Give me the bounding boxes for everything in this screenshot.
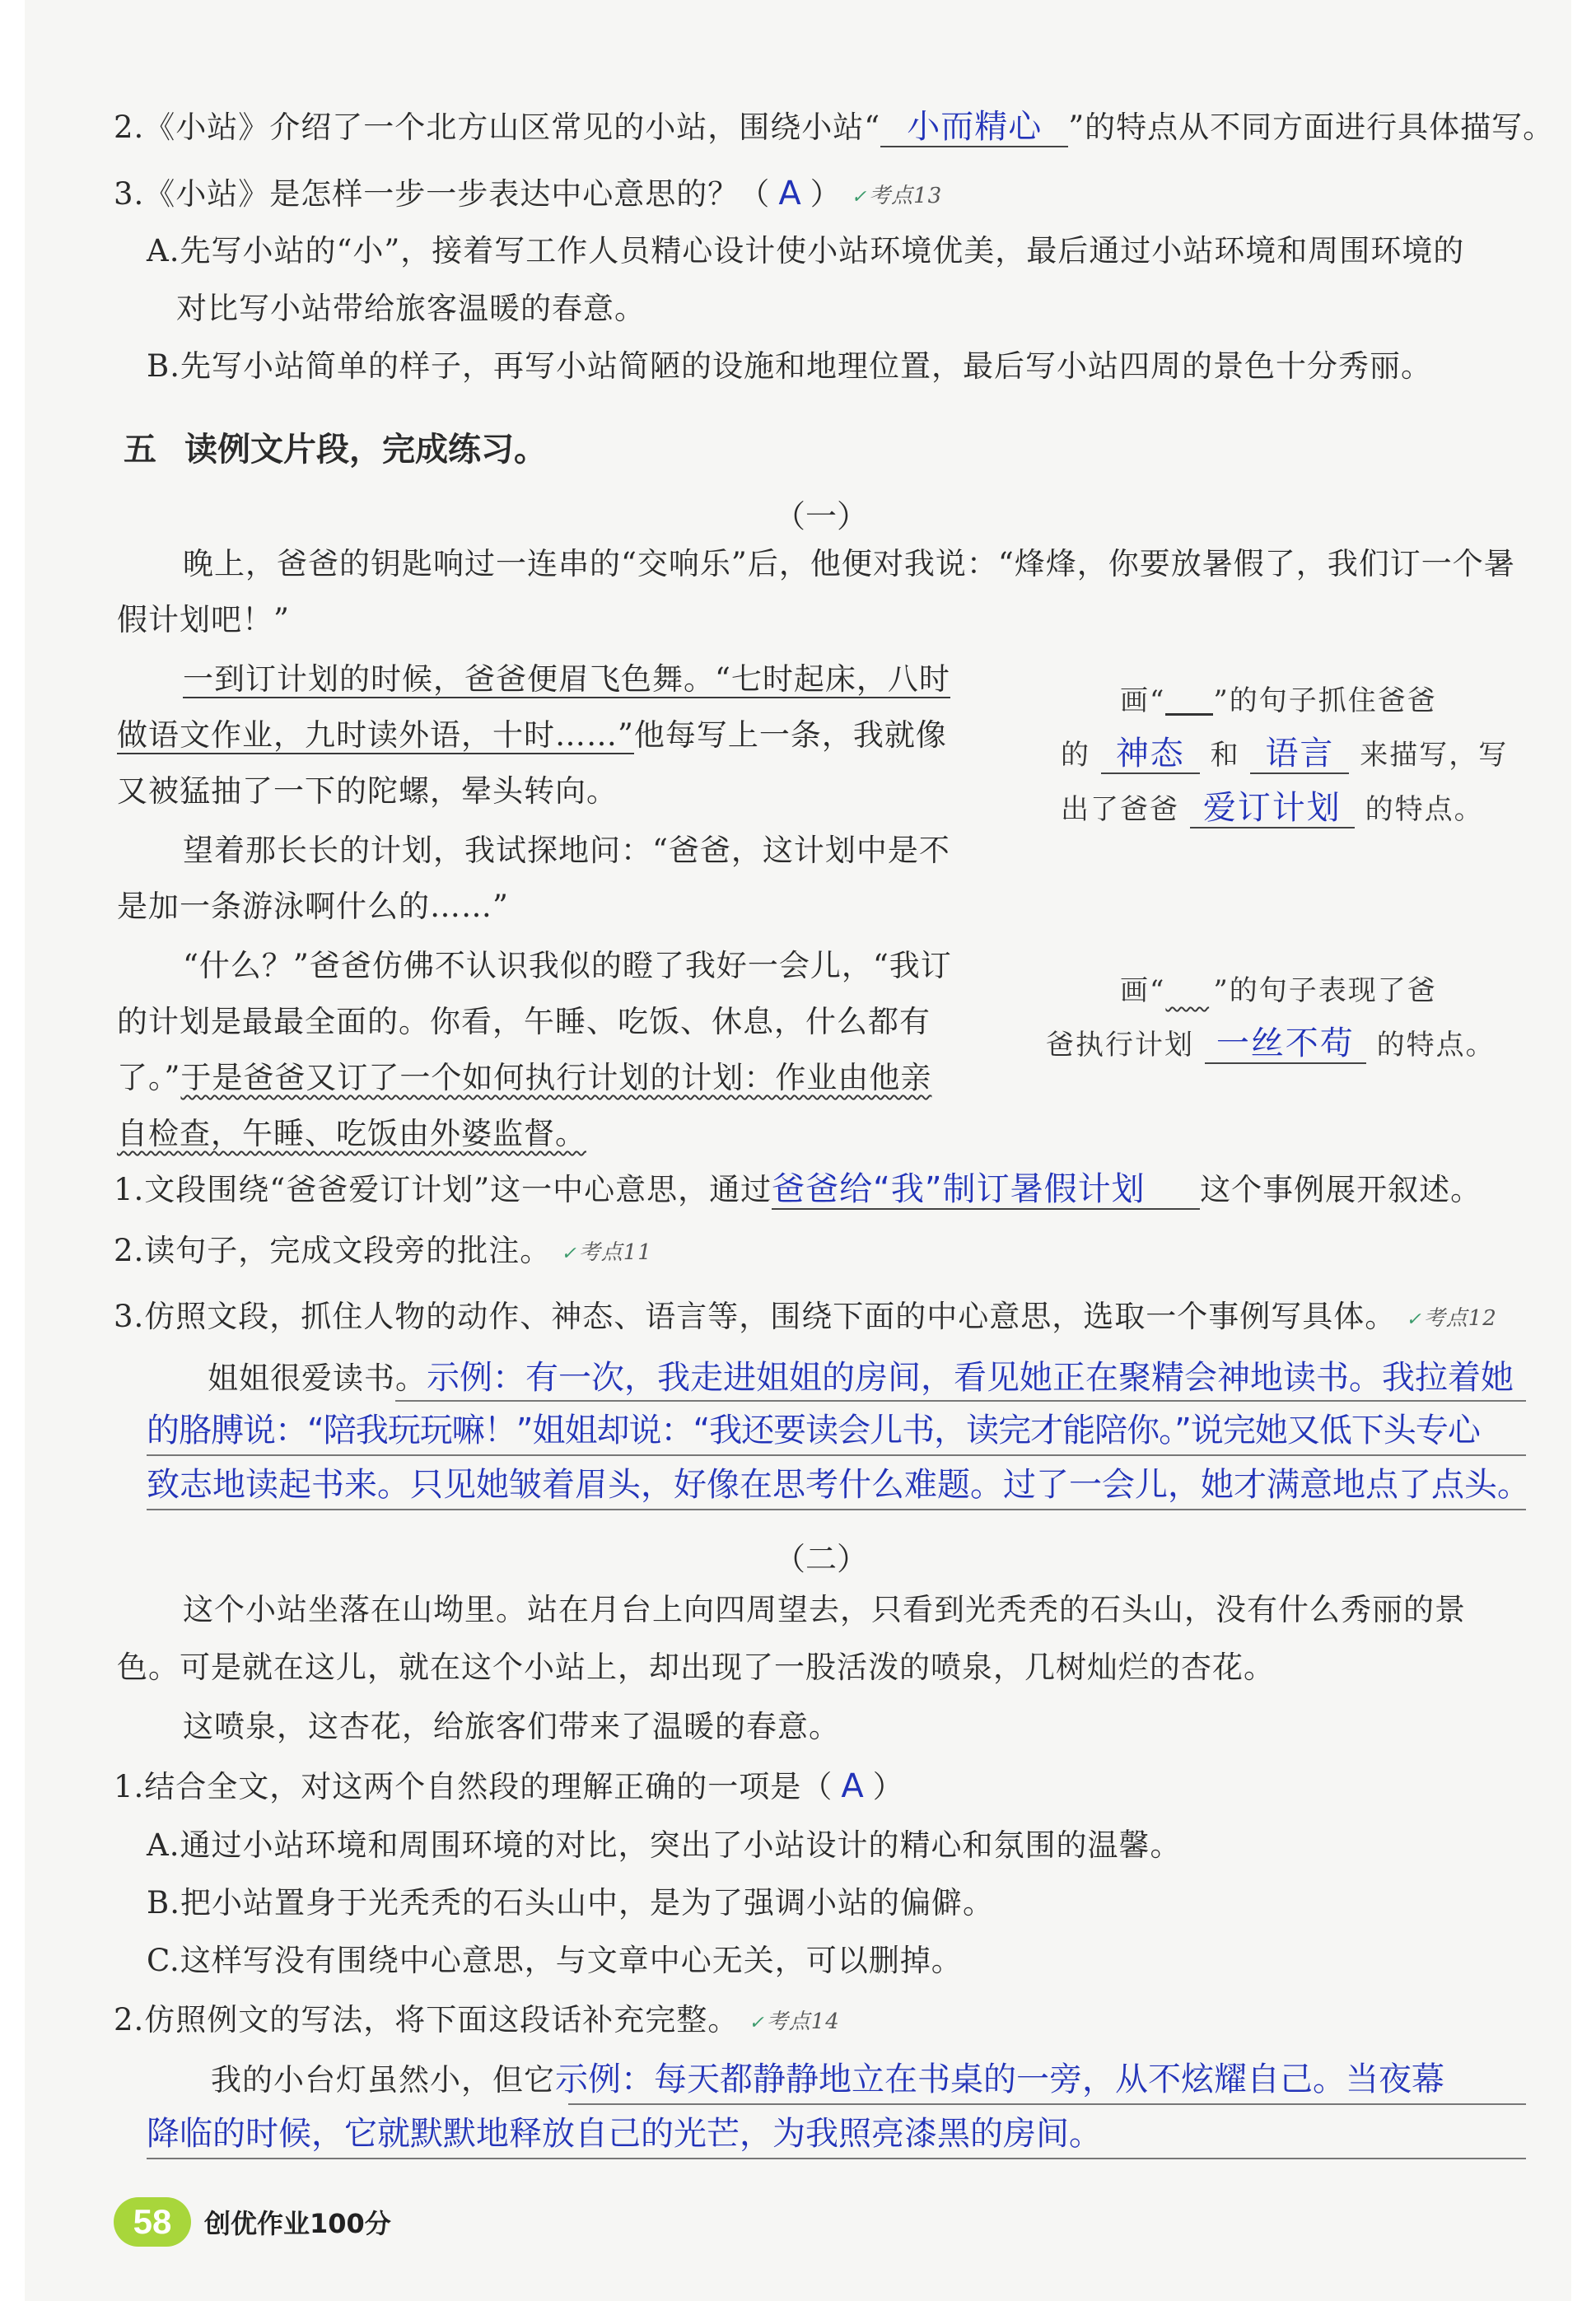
check-icon: ✓	[1406, 1309, 1422, 1330]
passage-line: 色。可是就在这儿，就在这个小站上，却出现了一股活泼的喷泉，几树灿烂的杏花。	[117, 1650, 1275, 1685]
p2-question-1: 1.结合全文，对这两个自然段的理解正确的一项是（ A ）	[114, 1767, 904, 1805]
wavy-line-mark	[1165, 964, 1213, 1018]
passage-line: 这喷泉，这杏花，给旅客们带来了温暖的春意。	[183, 1709, 840, 1744]
annotation-answer[interactable]: 一丝不苟	[1205, 1024, 1366, 1064]
kaodian-tag: ✓考点13	[852, 175, 943, 218]
part-two-title: （二）	[774, 1541, 869, 1577]
brand-name: 创优作业100分	[204, 2208, 391, 2239]
answer-rule	[147, 2158, 1526, 2159]
answer-rule	[147, 1454, 1526, 1456]
passage-line: “什么？”爸爸仿佛不认识我似的瞪了我好一会儿，“我订	[183, 948, 952, 983]
answer-rule	[147, 1509, 1526, 1510]
option-c: C.这样写没有围绕中心意思，与文章中心无关，可以删掉。	[147, 1943, 963, 1978]
option-b: B.先写小站简单的样子，再写小站简陋的设施和地理位置，最后写小站四周的景色十分秀丽。	[147, 348, 1432, 384]
check-icon: ✓	[561, 1243, 577, 1264]
wavy-underlined-sentence: 于是爸爸又订了一个如何执行计划的计划：作业由他亲	[180, 1060, 932, 1095]
kaodian-tag: ✓考点14	[749, 2001, 840, 2044]
wavy-underlined-sentence: 自检查，午睡、吃饭由外婆监督。	[117, 1116, 586, 1151]
annotation-1: 画“ ”的句子抓住爸爸 的 神态 和 语言 来描写，写 出了爸爸 爱订计划 的特点。	[1061, 684, 1509, 827]
passage-line: 的计划是最最全面的。你看，午睡、吃饭、休息，什么都有	[117, 1004, 931, 1039]
straight-line-mark	[1165, 690, 1213, 716]
p1-q3-answer-line1: 姐姐很爱读书。示例：有一次，我走进姐姐的房间，看见她正在聚精会神地读书。我拉着她	[208, 1359, 1514, 1397]
answer-choice[interactable]: A	[841, 1767, 865, 1805]
option-b: B.把小站置身于光秃秃的石头山中，是为了强调小站的偏僻。	[147, 1885, 994, 1921]
written-answer[interactable]: 示例：有一次，我走进姐姐的房间，看见她正在聚精会神地读书。我拉着她	[427, 1359, 1514, 1397]
question-2: 2.《小站》介绍了一个北方山区常见的小站，围绕小站“ 小而精心 ”的特点从不同方面进行具体描写。	[114, 108, 1555, 146]
part-one-title: （一）	[774, 498, 869, 534]
kaodian-tag: ✓考点12	[1406, 1298, 1497, 1341]
answer-blank[interactable]: 小而精心	[880, 108, 1068, 147]
kaodian-tag: ✓考点11	[561, 1232, 652, 1275]
p1-question-2: 2.读句子，完成文段旁的批注。 ✓考点11	[114, 1230, 652, 1275]
annotation-answer[interactable]: 神态	[1101, 735, 1200, 774]
passage-line: 望着那长长的计划，我试探地问：“爸爸，这计划中是不	[183, 833, 950, 868]
underlined-sentence: 一到订计划的时候，爸爸便眉飞色舞。“七时起床，八时	[183, 661, 950, 697]
passage-line: 做语文作业，九时读外语，十时……”他每写上一条，我就像	[117, 717, 947, 753]
p2-q2-answer-line1: 我的小台灯虽然小，但它示例：每天都静静地立在书桌的一旁，从不炫耀自己。当夜幕	[211, 2061, 1444, 2098]
page-footer	[114, 2197, 391, 2247]
underlined-sentence: 做语文作业，九时读外语，十时……”	[117, 717, 634, 753]
annotation-2: 画“ ”的句子表现了爸 爸执行计划 一丝不苟 的特点。	[1120, 964, 1496, 1072]
section-number: 五	[124, 431, 156, 469]
check-icon: ✓	[749, 2012, 765, 2033]
passage-line	[183, 659, 950, 700]
p1-q3-answer-line3[interactable]: 致志地读起书来。只见她皱着眉头，好像在思考什么难题。过了一会儿，她才满意地点了点头。	[147, 1466, 1530, 1504]
p1-question-3: 3.仿照文段，抓住人物的动作、神态、语言等，围绕下面的中心意思，选取一个事例写具体。 ✓考点12	[114, 1296, 1497, 1341]
annotation-answer[interactable]: 爱订计划	[1190, 789, 1355, 828]
annotation-answer[interactable]: 语言	[1250, 735, 1349, 774]
answer-choice[interactable]: A	[778, 175, 802, 212]
answer-blank[interactable]: 爸爸给“我”制订暑假计划	[772, 1170, 1200, 1210]
question-3: 3.《小站》是怎样一步一步表达中心意思的？（ A ） ✓考点13	[114, 173, 942, 218]
option-a-cont: 对比写小站带给旅客温暖的春意。	[176, 291, 646, 326]
section-title: 读例文片段，完成练习。	[184, 431, 547, 469]
written-answer[interactable]: 示例：每天都静静地立在书桌的一旁，从不炫耀自己。当夜幕	[555, 2061, 1444, 2098]
passage-line: 这个小站坐落在山坳里。站在月台上向四周望去，只看到光秃秃的石头山，没有什么秀丽的景	[183, 1592, 1466, 1627]
passage-line: 假计划吧！”	[117, 602, 290, 637]
p1-q3-answer-line2[interactable]: 的胳膊说：“陪我玩玩嘛！”姐姐却说：“我还要读会儿书，读完才能陪你。”说完她又低下头专心	[147, 1412, 1480, 1449]
passage-line: 是加一条游泳啊什么的……”	[117, 889, 509, 924]
answer-rule	[568, 2103, 1526, 2105]
option-a: A.先写小站的“小”，接着写工作人员精心设计使小站环境优美，最后通过小站环境和周围环境的	[147, 233, 1465, 268]
p2-q2-answer-line2[interactable]: 降临的时候，它就默默地释放自己的光芒，为我照亮漆黑的房间。	[147, 2115, 1102, 2153]
page-number-badge: 58	[114, 2197, 191, 2247]
check-icon: ✓	[851, 186, 868, 208]
passage-line: 又被猛抽了一下的陀螺，晕头转向。	[117, 773, 618, 809]
passage-line: 了。”于是爸爸又订了一个如何执行计划的计划：作业由他亲	[117, 1060, 932, 1095]
p2-question-2: 2.仿照例文的写法，将下面这段话补充完整。 ✓考点14	[114, 2000, 840, 2044]
passage-line: 晚上，爸爸的钥匙响过一连串的“交响乐”后，他便对我说：“烽烽，你要放暑假了，我们订一个暑	[183, 546, 1515, 581]
p1-question-1: 1.文段围绕“爸爸爱订计划”这一中心意思，通过爸爸给“我”制订暑假计划 这个事例展开叙述。	[114, 1170, 1482, 1208]
passage-line	[117, 1113, 586, 1155]
option-a: A.通过小站环境和周围环境的对比，突出了小站设计的精心和氛围的温馨。	[147, 1827, 1182, 1863]
answer-rule	[395, 1400, 1526, 1402]
